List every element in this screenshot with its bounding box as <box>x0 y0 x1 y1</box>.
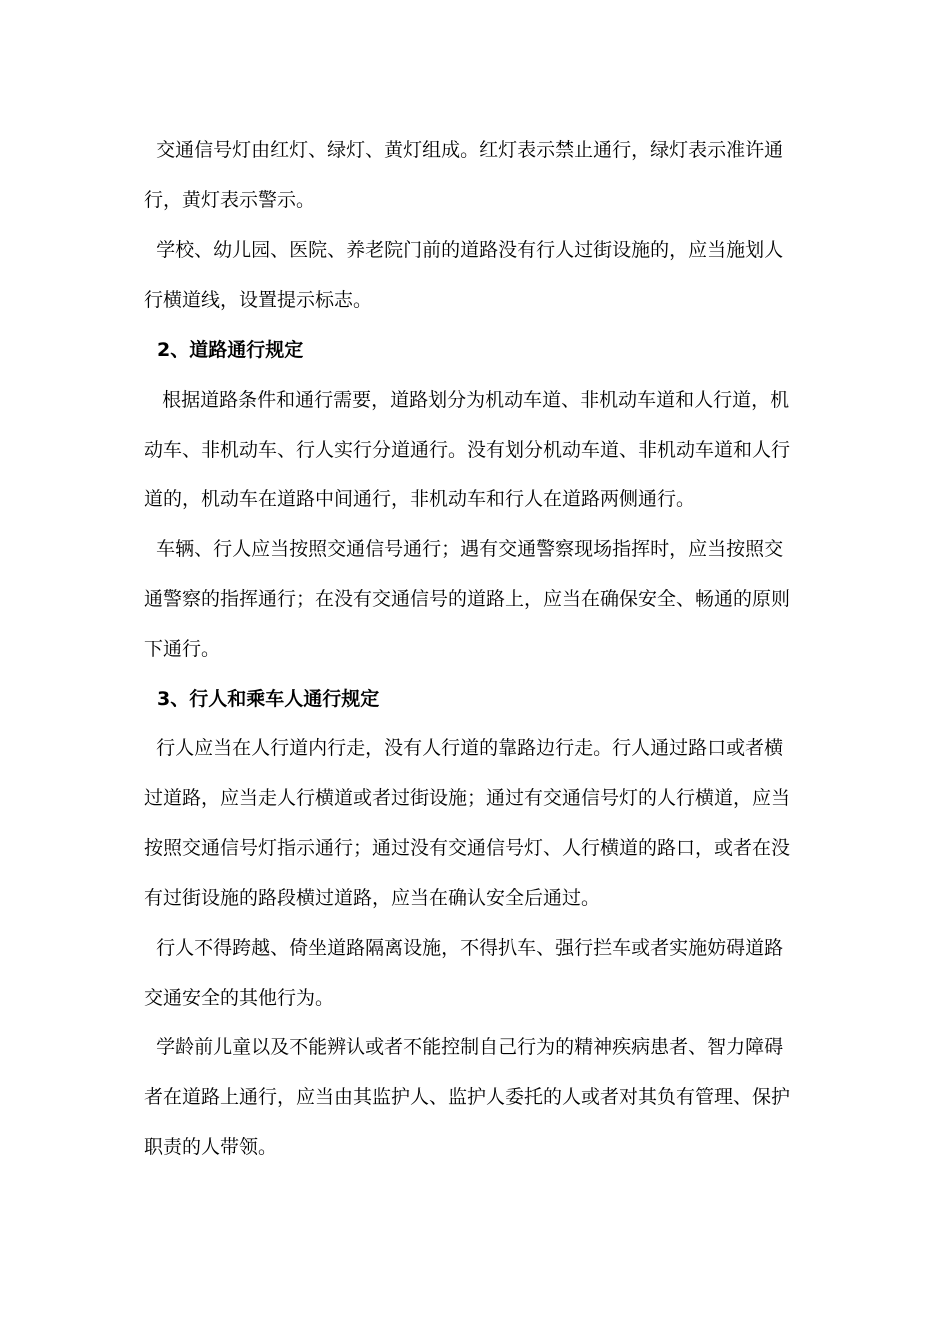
paragraph-line: 交通安全的其他行为。 <box>144 987 335 1009</box>
paragraph-line: 过道路，应当走人行横道或者过街设施；通过有交通信号灯的人行横道，应当 <box>144 787 791 809</box>
paragraph-line: 车辆、行人应当按照交通信号通行；遇有交通警察现场指挥时，应当按照交 <box>144 538 784 560</box>
paragraph-line: 道的，机动车在道路中间通行，非机动车和行人在道路两侧通行。 <box>144 488 696 510</box>
section-heading: 3、行人和乘车人通行规定 <box>157 688 380 710</box>
paragraph-line: 行，黄灯表示警示。 <box>144 189 316 211</box>
paragraph-line: 交通信号灯由红灯、绿灯、黄灯组成。红灯表示禁止通行，绿灯表示准许通 <box>144 139 784 161</box>
paragraph-line: 行人不得跨越、倚坐道路隔离设施，不得扒车、强行拦车或者实施妨碍道路 <box>144 937 784 959</box>
section-heading: 2、道路通行规定 <box>157 339 304 361</box>
paragraph-line: 通警察的指挥通行；在没有交通信号的道路上，应当在确保安全、畅通的原则 <box>144 588 791 610</box>
paragraph-line: 职责的人带领。 <box>144 1136 278 1158</box>
paragraph-line: 学龄前儿童以及不能辨认或者不能控制自己行为的精神疾病患者、智力障碍 <box>144 1036 784 1058</box>
paragraph-line: 行人应当在人行道内行走，没有人行道的靠路边行走。行人通过路口或者横 <box>144 737 784 759</box>
paragraph-line: 按照交通信号灯指示通行；通过没有交通信号灯、人行横道的路口，或者在没 <box>144 837 791 859</box>
paragraph-line: 学校、幼儿园、医院、养老院门前的道路没有行人过街设施的，应当施划人 <box>144 239 784 261</box>
paragraph-line: 动车、非机动车、行人实行分道通行。没有划分机动车道、非机动车道和人行 <box>144 439 791 461</box>
paragraph-line: 者在道路上通行，应当由其监护人、监护人委托的人或者对其负有管理、保护 <box>144 1086 791 1108</box>
paragraph-line: 下通行。 <box>144 638 221 660</box>
paragraph-line: 有过街设施的路段横过道路，应当在确认安全后通过。 <box>144 887 601 909</box>
paragraph-line: 行横道线，设置提示标志。 <box>144 289 373 311</box>
paragraph-line: 根据道路条件和通行需要，道路划分为机动车道、非机动车道和人行道，机 <box>144 389 790 411</box>
